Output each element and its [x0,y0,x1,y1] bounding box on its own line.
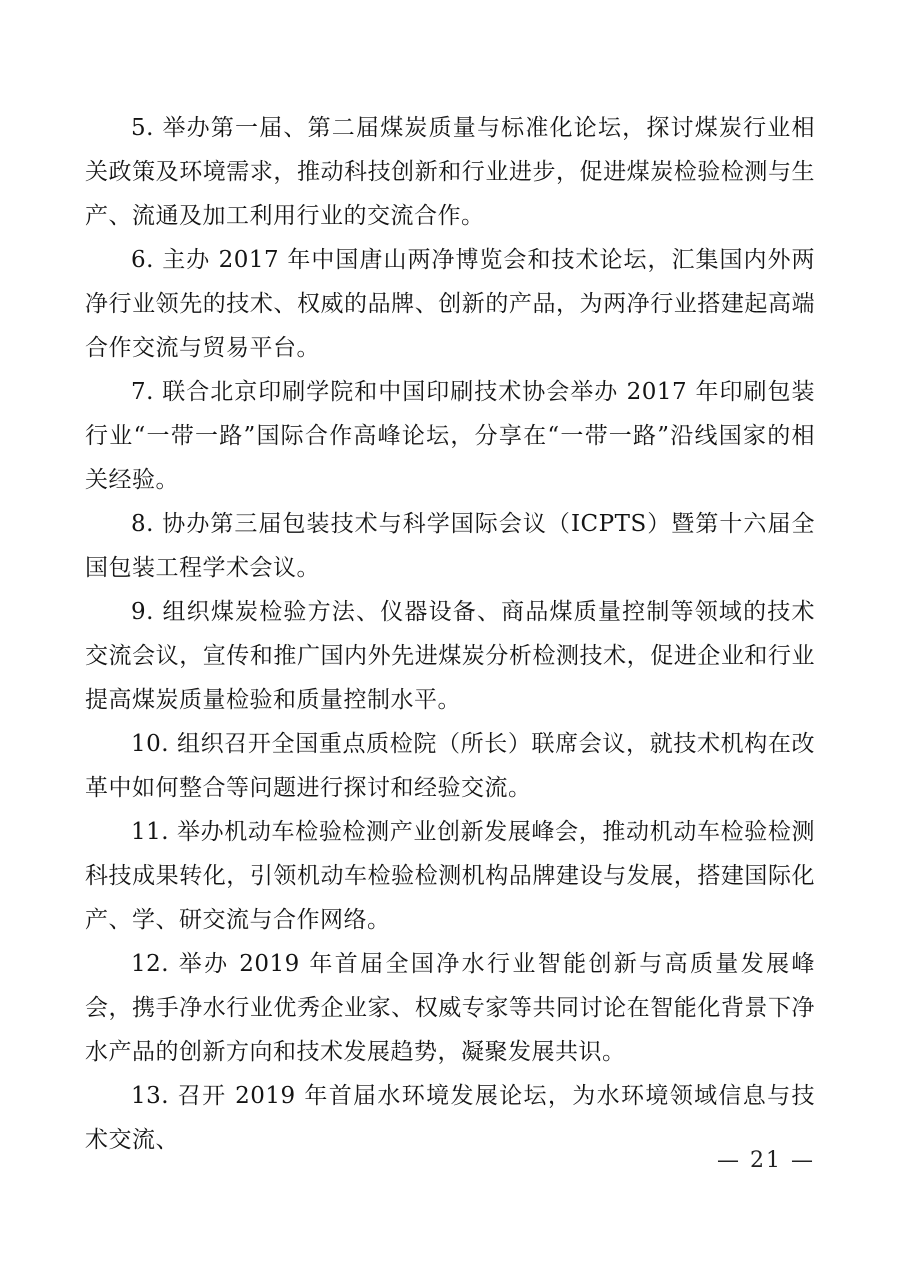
paragraph-item-5: 5. 举办第一届、第二届煤炭质量与标准化论坛，探讨煤炭行业相关政策及环境需求，推动科技创新和行业进步，促进煤炭检验检测与生产、流通及加工利用行业的交流合作。 [85,115,815,229]
paragraph-item-8: 8. 协办第三届包装技术与科学国际会议（ICPTS）暨第十六届全国包装工程学术会议。 [85,511,815,581]
paragraph-item-9: 9. 组织煤炭检验方法、仪器设备、商品煤质量控制等领域的技术交流会议，宣传和推广国内外先进煤炭分析检测技术，促进企业和行业提高煤炭质量检验和质量控制水平。 [85,599,815,713]
page-number: — 21 — [717,1148,815,1173]
paragraph-item-7: 7. 联合北京印刷学院和中国印刷技术协会举办 2017 年印刷包装行业“一带一路”国际合作高峰论坛，分享在“一带一路”沿线国家的相关经验。 [85,379,815,493]
paragraph-item-11: 11. 举办机动车检验检测产业创新发展峰会，推动机动车检验检测科技成果转化，引领机动车检验检测机构品牌建设与发展，搭建国际化产、学、研交流与合作网络。 [85,819,815,933]
paragraph-item-13: 13. 召开 2019 年首届水环境发展论坛，为水环境领域信息与技术交流、 [85,1083,815,1153]
paragraph-item-10: 10. 组织召开全国重点质检院（所长）联席会议，就技术机构在改革中如何整合等问题进行探讨和经验交流。 [85,731,815,801]
document-body [85,106,815,1162]
paragraph-item-12: 12. 举办 2019 年首届全国净水行业智能创新与高质量发展峰会，携手净水行业优秀企业家、权威专家等共同讨论在智能化背景下净水产品的创新方向和技术发展趋势，凝聚发展共识。 [85,951,815,1065]
paragraph-item-6: 6. 主办 2017 年中国唐山两净博览会和技术论坛，汇集国内外两净行业领先的技术、权威的品牌、创新的产品，为两净行业搭建起高端合作交流与贸易平台。 [85,247,815,361]
